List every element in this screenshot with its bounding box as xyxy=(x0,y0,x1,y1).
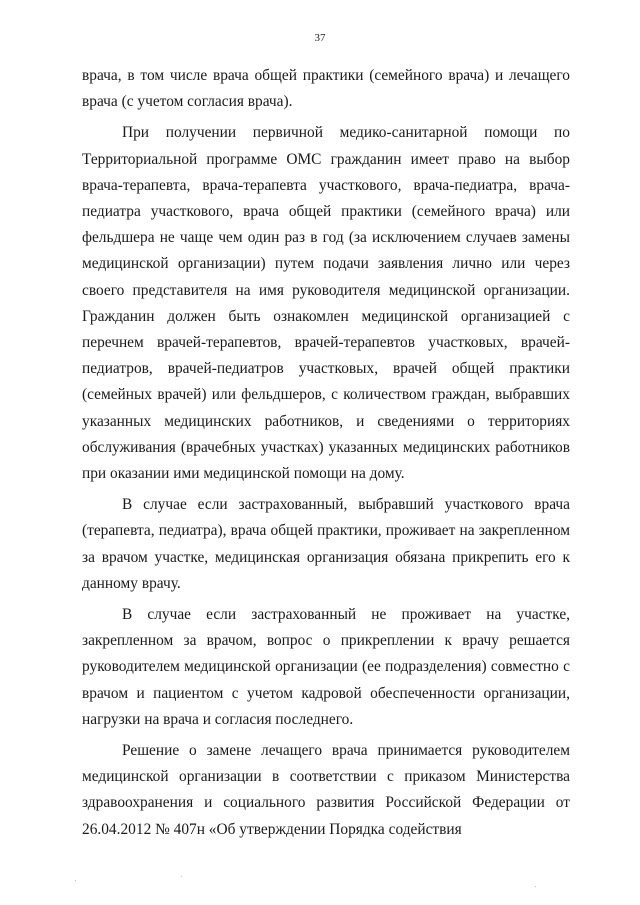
paragraph-attachment-on-site: В случае если застрахованный, выбравший участкового врача (терапевта, педиатра), врача общей практики, проживает на закрепленном за врачом участке, медицинская организация обязана прикрепить его к данному врачу. xyxy=(82,496,570,592)
page-number: 37 xyxy=(314,32,326,44)
scan-speck xyxy=(181,876,182,877)
scan-speck xyxy=(75,880,76,881)
paragraph-doctor-replacement: Решение о замене лечащего врача принимается руководителем медицинской организации в соответствии с приказом Министерства здравоохранения и социального развития Российской Федерации от 26.04.2012 № 407н «Об утверждении Порядка содействия xyxy=(82,742,570,838)
paragraph-continuation: врача, в том числе врача общей практики (семейного врача) и лечащего врача (с учетом согласия врача). xyxy=(82,67,570,111)
document-body xyxy=(82,63,570,843)
paragraph-right-to-choose-doctor: При получении первичной медико-санитарной помощи по Территориальной программе ОМС гражданин имеет право на выбор врача-терапевта, врача-терапевта участкового, врача-педиатра, врача-педиатра участкового, врача общей практики (семейного врача) или фельдшера не чаще чем один раз в год (за исключением случаев замены медицинской организации) путем подачи заявления лично или через своего представителя на имя руководителя медицинской организации. Гражданин должен быть ознакомлен медицинской организацией с перечнем врачей-терапевтов, врачей-терапевтов участковых, врачей-педиатров, врачей-педиатров участковых, врачей общей практики (семейных врачей) или фельдшеров, с количеством граждан, выбравших указанных медицинских работников, и сведениями о территориях обслуживания (врачебных участках) указанных медицинских работников при оказании ими медицинской помощи на дому. xyxy=(82,124,570,483)
scan-speck xyxy=(535,886,536,887)
paragraph-attachment-off-site: В случае если застрахованный не проживает на участке, закрепленном за врачом, вопрос о прикреплении к врачу решается руководителем медицинской организации (ее подразделения) совместно с врачом и пациентом с учетом кадровой обеспеченности организации, нагрузки на врача и согласия последнего. xyxy=(82,606,570,728)
